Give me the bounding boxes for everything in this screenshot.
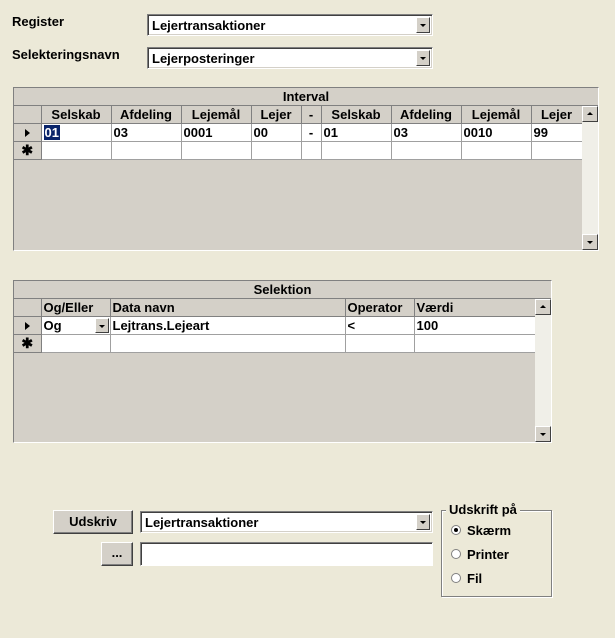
interval-header-row [14,106,582,124]
interval-col-header[interactable]: Selskab [321,106,391,124]
interval-cell[interactable]: 01 [321,124,391,142]
selektion-col-header[interactable]: Og/Eller [41,299,110,317]
interval-col-header[interactable]: Lejer [251,106,301,124]
scroll-up-icon[interactable] [582,106,598,122]
selektion-scrollbar[interactable] [535,299,551,442]
interval-caption: Interval [14,88,598,106]
interval-table [14,106,583,160]
register-label: Register [12,14,65,29]
selektion-caption: Selektion [14,281,551,299]
register-value: Lejertransaktioner [152,18,266,33]
selektion-table [14,299,536,353]
interval-cell[interactable]: 0010 [461,124,531,142]
radio-printer[interactable]: Printer [451,546,509,562]
selection-name-value: Lejerposteringer [152,51,255,66]
register-dropdown-button[interactable] [416,17,430,33]
selektion-col-header[interactable]: Operator [345,299,414,317]
new-row-star-icon: ✱ [14,335,41,353]
interval-col-header[interactable]: - [301,106,321,124]
current-row-arrow-icon [14,124,41,142]
radio-unselected-icon [451,549,461,559]
interval-grid[interactable] [13,87,599,251]
register-combo[interactable] [147,14,433,36]
radio-unselected-icon [451,573,461,583]
and-or-cell[interactable] [41,317,110,335]
interval-scrollbar[interactable] [582,106,598,250]
scroll-down-icon[interactable] [582,234,598,250]
selection-name-dropdown-button[interactable] [416,50,430,66]
selection-name-combo[interactable] [147,47,433,69]
interval-cell[interactable]: 99 [531,124,582,142]
scroll-down-icon[interactable] [535,426,551,442]
selection-name-label: Selekteringsnavn [12,47,120,62]
radio-file[interactable]: Fil [451,570,482,586]
radio-screen[interactable]: Skærm [451,522,511,538]
selektion-grid[interactable] [13,280,552,443]
interval-cell[interactable]: 00 [251,124,301,142]
data-name-cell[interactable]: Lejtrans.Lejeart [110,317,345,335]
value-cell[interactable]: 100 [414,317,535,335]
output-path-field[interactable] [140,542,433,566]
and-or-dropdown-button[interactable] [95,318,109,333]
current-row-arrow-icon [14,317,41,335]
selektion-header-row [14,299,535,317]
interval-col-header[interactable]: Lejemål [461,106,531,124]
interval-col-header[interactable]: Afdeling [391,106,461,124]
interval-col-header[interactable]: Lejemål [181,106,251,124]
report-value: Lejertransaktioner [145,515,259,530]
table-row-new[interactable] [14,142,582,160]
interval-cell[interactable]: 03 [111,124,181,142]
interval-cell[interactable] [41,124,111,142]
and-or-value: Og [43,318,62,333]
interval-cell[interactable]: 03 [391,124,461,142]
interval-cell[interactable]: - [301,124,321,142]
interval-col-header[interactable]: Lejer [531,106,582,124]
table-row[interactable] [14,317,535,335]
interval-cell-selected-text: 01 [44,125,59,140]
row-indicator-header [14,106,41,124]
report-dropdown-button[interactable] [416,514,430,530]
selektion-col-header[interactable]: Værdi [414,299,535,317]
new-row-star-icon: ✱ [14,142,41,160]
browse-button[interactable]: ... [101,542,133,566]
table-row[interactable] [14,124,582,142]
radio-selected-icon [451,525,461,535]
print-button[interactable]: Udskriv [53,510,133,534]
interval-col-header[interactable]: Selskab [41,106,111,124]
output-target-title: Udskrift på [446,502,520,517]
report-combo[interactable] [140,511,433,533]
scroll-up-icon[interactable] [535,299,551,315]
operator-cell[interactable]: < [345,317,414,335]
row-indicator-header [14,299,41,317]
interval-cell[interactable]: 0001 [181,124,251,142]
interval-col-header[interactable]: Afdeling [111,106,181,124]
table-row-new[interactable] [14,335,535,353]
selektion-col-header[interactable]: Data navn [110,299,345,317]
